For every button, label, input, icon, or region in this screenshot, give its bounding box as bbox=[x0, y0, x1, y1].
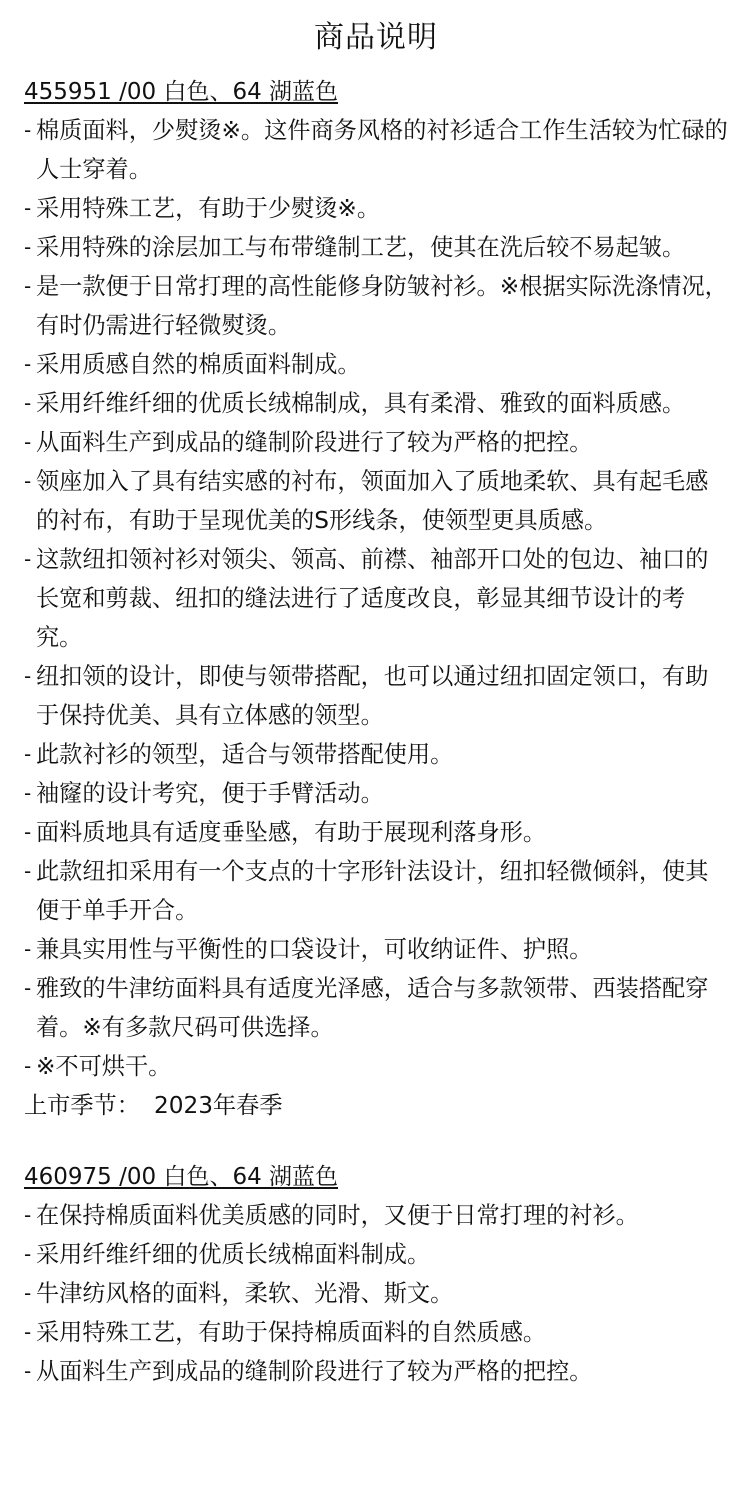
feature-item bbox=[24, 657, 728, 735]
product-section bbox=[24, 76, 728, 1125]
bullet-marker: - bbox=[24, 1054, 32, 1078]
feature-text: 袖窿的设计考究，便于手臂活动。 bbox=[36, 780, 384, 807]
feature-text: 牛津纺风格的面料，柔软、光滑、斯文。 bbox=[36, 1280, 454, 1307]
feature-item bbox=[24, 345, 728, 384]
feature-item bbox=[24, 384, 728, 423]
bullet-marker: - bbox=[24, 430, 32, 454]
feature-text: 面料质地具有适度垂坠感，有助于展现利落身形。 bbox=[36, 819, 547, 846]
feature-item bbox=[24, 735, 728, 774]
bullet-marker: - bbox=[24, 1203, 32, 1227]
feature-item bbox=[24, 1313, 728, 1352]
bullet-marker: - bbox=[24, 1242, 32, 1266]
feature-item bbox=[24, 423, 728, 462]
bullet-marker: - bbox=[24, 235, 32, 259]
feature-text: 纽扣领的设计，即使与领带搭配，也可以通过纽扣固定领口，有助于保持优美、具有立体感的领型。 bbox=[36, 663, 709, 729]
bullet-marker: - bbox=[24, 1320, 32, 1344]
bullet-marker: - bbox=[24, 781, 32, 805]
feature-item bbox=[24, 1196, 728, 1235]
feature-text: 此款衬衫的领型，适合与领带搭配使用。 bbox=[36, 741, 454, 768]
feature-text: 是一款便于日常打理的高性能修身防皱衬衫。※根据实际洗涤情况，有时仍需进行轻微熨烫。 bbox=[36, 273, 728, 339]
feature-list bbox=[24, 111, 728, 1086]
feature-text: ※不可烘干。 bbox=[36, 1053, 172, 1080]
bullet-marker: - bbox=[24, 664, 32, 688]
feature-item bbox=[24, 189, 728, 228]
bullet-marker: - bbox=[24, 547, 32, 571]
bullet-marker: - bbox=[24, 742, 32, 766]
bullet-marker: - bbox=[24, 1281, 32, 1305]
product-code-header: 460975 /00 白色、64 湖蓝色 bbox=[24, 1164, 339, 1190]
feature-item bbox=[24, 774, 728, 813]
bullet-marker: - bbox=[24, 469, 32, 493]
feature-text: 棉质面料，少熨烫※。这件商务风格的衬衫适合工作生活较为忙碌的人士穿着。 bbox=[36, 117, 728, 183]
feature-item bbox=[24, 462, 728, 540]
bullet-marker: - bbox=[24, 820, 32, 844]
bullet-marker: - bbox=[24, 352, 32, 376]
feature-text: 领座加入了具有结实感的衬布，领面加入了质地柔软、具有起毛感的衬布，有助于呈现优美的S形线条，使领型更具质感。 bbox=[36, 468, 709, 534]
feature-text: 兼具实用性与平衡性的口袋设计，可收纳证件、护照。 bbox=[36, 936, 593, 963]
feature-text: 采用特殊的涂层加工与布带缝制工艺，使其在洗后较不易起皱。 bbox=[36, 234, 686, 261]
bullet-marker: - bbox=[24, 859, 32, 883]
feature-text: 从面料生产到成品的缝制阶段进行了较为严格的把控。 bbox=[36, 1358, 593, 1385]
feature-text: 这款纽扣领衬衫对领尖、领高、前襟、袖部开口处的包边、袖口的长宽和剪裁、纽扣的缝法进行了适度改良，彰显其细节设计的考究。 bbox=[36, 546, 709, 651]
feature-item bbox=[24, 267, 728, 345]
page-title: 商品说明 bbox=[314, 20, 438, 55]
release-season-value: 2023年春季 bbox=[153, 1092, 283, 1119]
bullet-marker: - bbox=[24, 391, 32, 415]
feature-list bbox=[24, 1196, 728, 1391]
release-season-label: 上市季节： bbox=[24, 1092, 140, 1119]
feature-item bbox=[24, 852, 728, 930]
feature-item bbox=[24, 1274, 728, 1313]
feature-text: 采用特殊工艺，有助于少熨烫※。 bbox=[36, 195, 381, 222]
feature-item bbox=[24, 1235, 728, 1274]
feature-item bbox=[24, 969, 728, 1047]
feature-text: 采用纤维纤细的优质长绒棉面料制成。 bbox=[36, 1241, 431, 1268]
feature-item bbox=[24, 930, 728, 969]
feature-item bbox=[24, 1047, 728, 1086]
bullet-marker: - bbox=[24, 118, 32, 142]
bullet-marker: - bbox=[24, 976, 32, 1000]
feature-item bbox=[24, 228, 728, 267]
feature-text: 采用质感自然的棉质面料制成。 bbox=[36, 351, 361, 378]
feature-item bbox=[24, 111, 728, 189]
feature-item bbox=[24, 540, 728, 657]
product-section bbox=[24, 1161, 728, 1391]
bullet-marker: - bbox=[24, 937, 32, 961]
feature-text: 此款纽扣采用有一个支点的十字形针法设计，纽扣轻微倾斜，使其便于单手开合。 bbox=[36, 858, 709, 924]
feature-text: 在保持棉质面料优美质感的同时，又便于日常打理的衬衫。 bbox=[36, 1202, 639, 1229]
product-code-header: 455951 /00 白色、64 湖蓝色 bbox=[24, 79, 339, 105]
bullet-marker: - bbox=[24, 196, 32, 220]
feature-text: 采用纤维纤细的优质长绒棉制成，具有柔滑、雅致的面料质感。 bbox=[36, 390, 686, 417]
release-season bbox=[24, 1086, 728, 1125]
feature-item bbox=[24, 813, 728, 852]
feature-text: 雅致的牛津纺面料具有适度光泽感，适合与多款领带、西装搭配穿着。※有多款尺码可供选择。 bbox=[36, 975, 709, 1041]
feature-item bbox=[24, 1352, 728, 1391]
bullet-marker: - bbox=[24, 1359, 32, 1383]
feature-text: 从面料生产到成品的缝制阶段进行了较为严格的把控。 bbox=[36, 429, 593, 456]
bullet-marker: - bbox=[24, 274, 32, 298]
sections-container bbox=[24, 76, 728, 1391]
feature-text: 采用特殊工艺，有助于保持棉质面料的自然质感。 bbox=[36, 1319, 547, 1346]
